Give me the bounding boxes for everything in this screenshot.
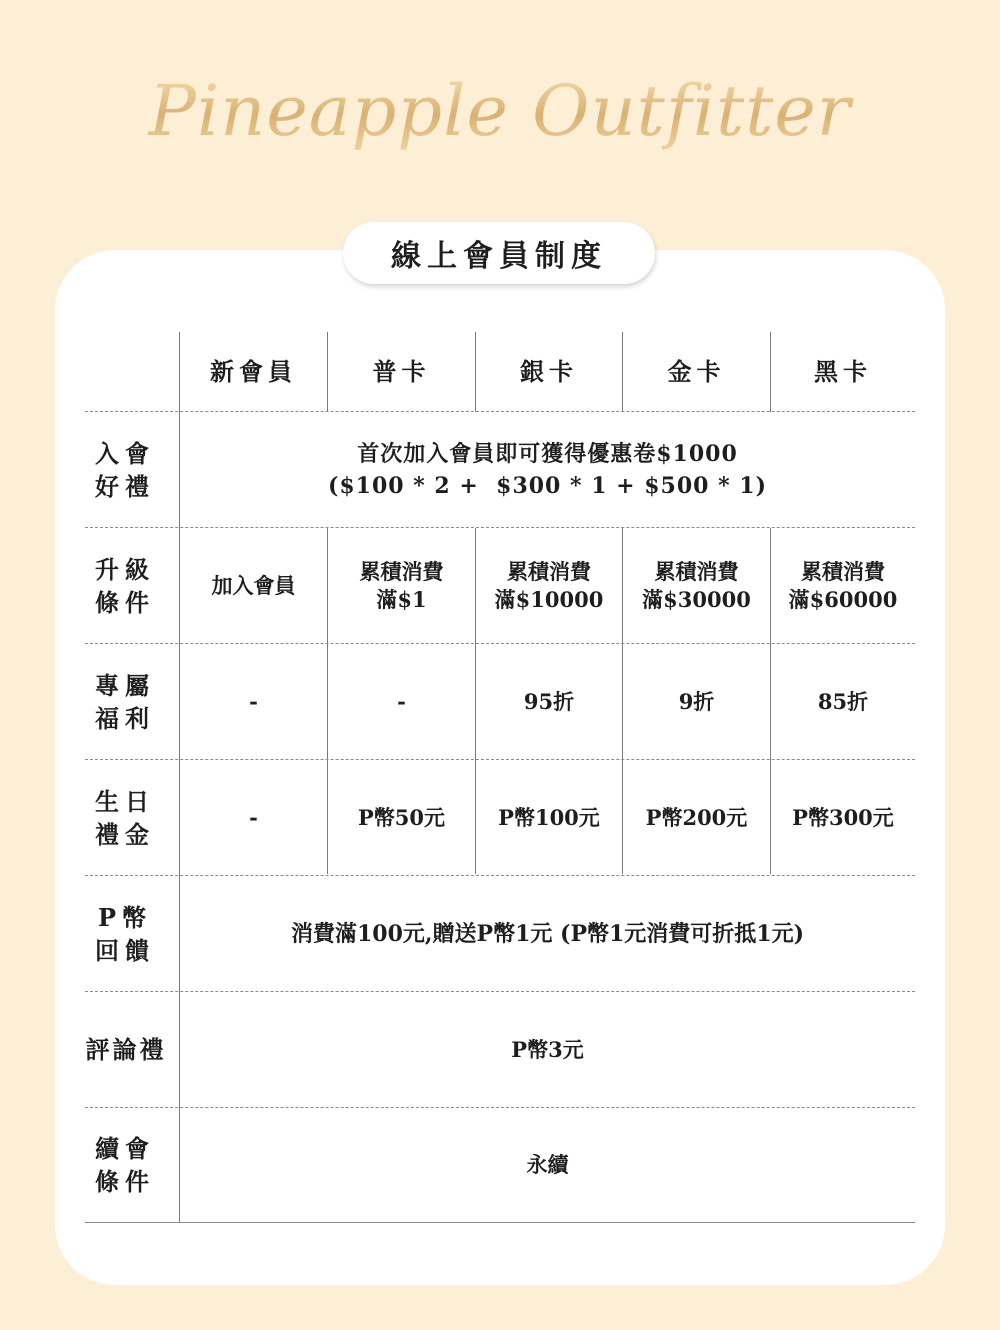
exclusive-cell-new-member: - [249,688,258,714]
tier-header-silver: 銀卡 [520,356,578,386]
birthday-cell-regular: P幣50元 [357,804,445,830]
tier-header-gold: 金卡 [667,356,726,386]
exclusive-cell-regular: - [397,688,406,714]
exclusive-cell-silver: 95折 [523,688,575,714]
exclusive-cell-black: 85折 [817,688,869,714]
birthday-cell-gold: P幣200元 [645,804,748,830]
row-label-p-coin: P幣 回饋 [95,902,155,965]
row-label-review: 評論禮 [85,1035,167,1064]
birthday-cell-black: P幣300元 [792,804,894,830]
welcome-gift-line-2: ($100 * 2 + $300 * 1 + $500 * 1) [327,472,768,499]
row-label-welcome-gift: 入會 好禮 [95,438,155,501]
row-label-birthday: 生日 禮金 [95,786,155,849]
tier-header-black: 黑卡 [814,356,872,386]
row-label-upgrade: 升級 條件 [95,554,155,617]
row-label-exclusive: 專屬 福利 [95,670,155,733]
upgrade-cell-regular: 累積消費 滿$1 [359,558,444,612]
upgrade-cell-new-member: 加入會員 [211,572,296,598]
birthday-cell-silver: P幣100元 [498,804,600,830]
page-title: 線上會員制度 [343,222,655,284]
renewal-condition: 永續 [526,1152,569,1177]
welcome-gift-description [180,412,915,527]
welcome-gift-line-1: 首次加入會員即可獲得優惠卷$1000 [357,440,738,467]
upgrade-cell-gold: 累積消費 滿$30000 [642,558,751,612]
row-label-renewal: 續會 條件 [95,1134,155,1196]
tier-header-regular: 普卡 [372,356,431,386]
table-bottom-border [85,1222,915,1223]
upgrade-cell-black: 累積消費 滿$60000 [788,558,898,612]
birthday-cell-new-member: - [249,804,258,830]
tier-header-new-member: 新會員 [210,356,297,386]
brand-logo: Pineapple Outfitter [0,70,1000,152]
upgrade-cell-silver: 累積消費 滿$10000 [494,558,604,612]
exclusive-cell-gold: 9折 [678,688,715,714]
p-coin-description: 消費滿100元,贈送P幣1元 (P幣1元消費可折抵1元) [290,920,805,947]
review-reward: P幣3元 [511,1036,584,1062]
